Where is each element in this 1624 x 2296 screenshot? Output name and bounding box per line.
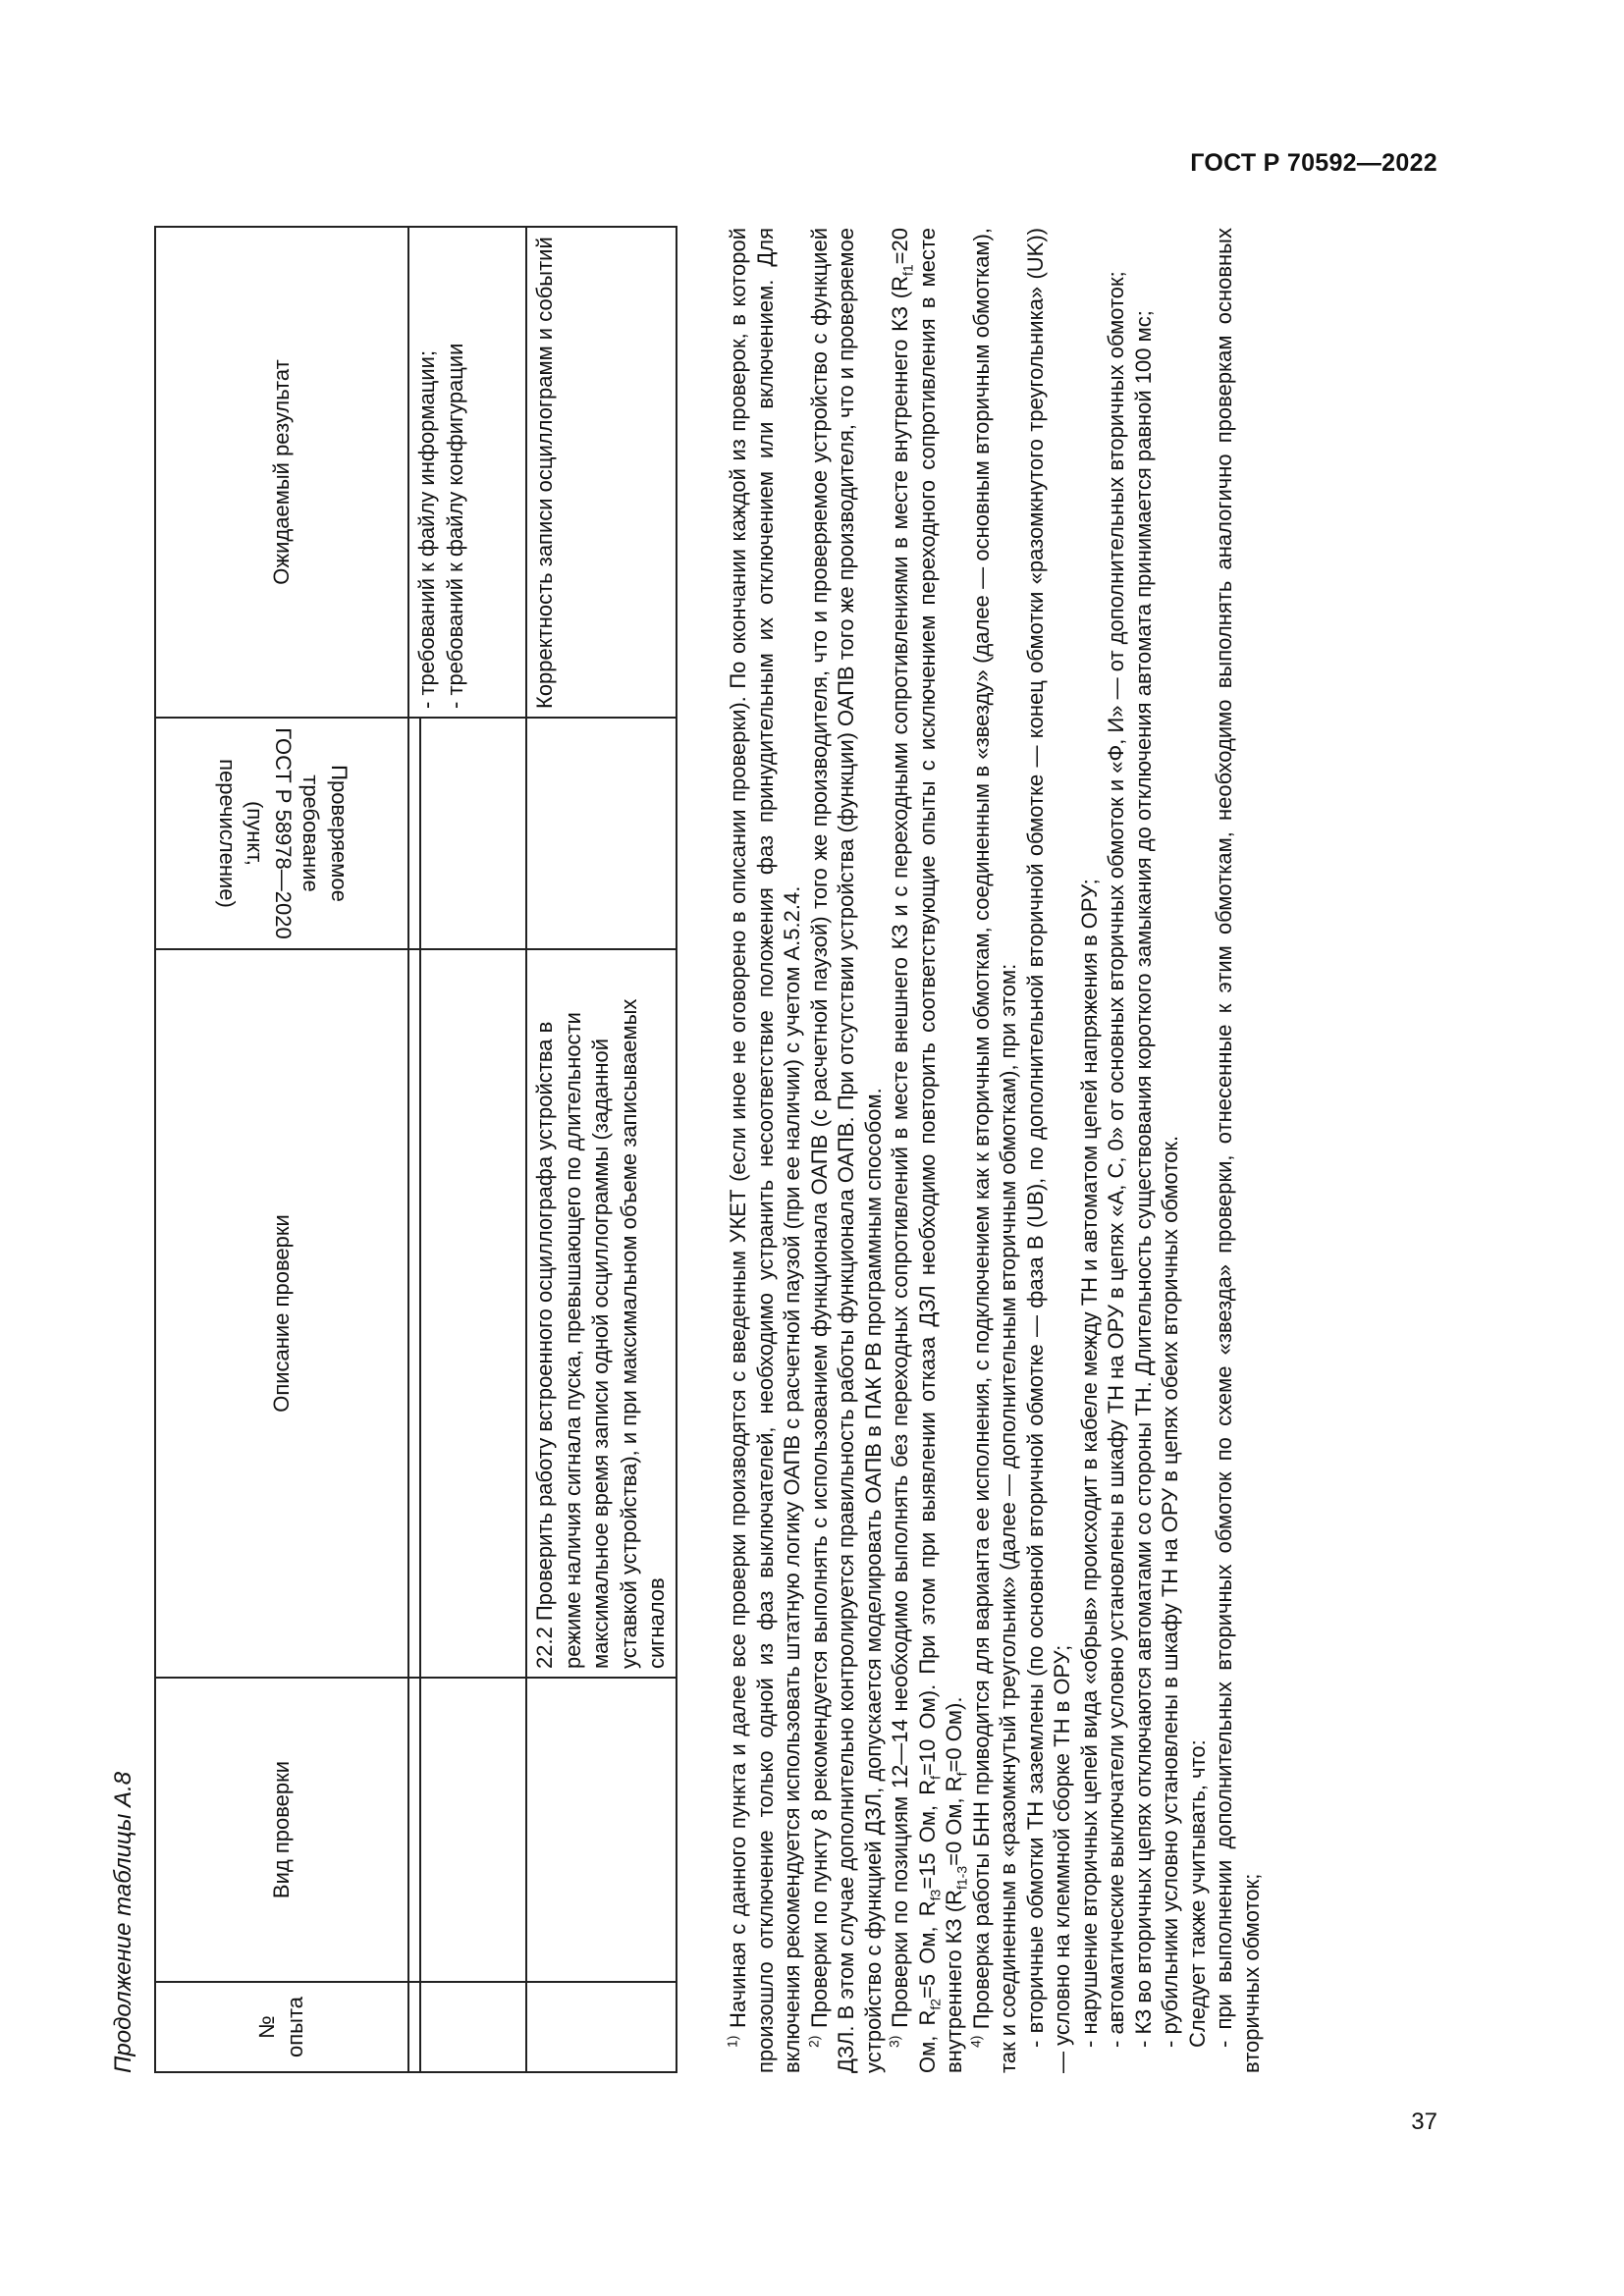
separator-bar (409, 719, 421, 948)
separator-bar (409, 1679, 421, 1981)
header-num: № опыта (155, 1982, 408, 2072)
footnote-2: $^{2)}$ Проверки по пункту 8 рекомендуется выполнять с использованием функционала ОАПВ (с расчетной паузой) того же производителя, что и проверяемое устройство с функцией ДЗЛ. В этом случае дополнительно контролируется правильность работы функционала ОАПВ. При отсутствии устройства (функции) ОАПВ того же производителя, что и проверяемое устройство с функцией ДЗЛ, допускается моделировать ОАПВ в ПАК РВ программным способом. (805, 228, 886, 2073)
test-table (154, 226, 677, 2073)
footnote-4: $^{4)}$ Проверка работы БНН приводится для варианта ее исполнения, с подключением как к вторичным обмоткам, соединенным в «звезду» (далее — основным вторичным обмоткам), так и соединенным в «разомкнутый треугольник» (далее — дополнительным вторичным обмоткам), при этом: (967, 228, 1020, 2073)
footnote-3: $^{3)}$ Проверки по позициям 12—14 необходимо выполнять без переходных сопротивлений в месте внешнего КЗ и с переходными сопротивлениями в месте внутреннего КЗ ($R_{f1}=20$ Ом, $R_{f2}=5$ Ом, $R_{f3}=15$ Ом, $R_f=10$ Ом). При этом при выявлении отказа ДЗЛ необходимо повторить соответствующие опыты с исключением переходного сопротивления в месте внутреннего КЗ ($R_{f1-3}=0$ Ом, $R_f=0$ Ом). (886, 228, 970, 2073)
footnote-4-bullet-5: - рубильники условно установлены в шкафу ТН на ОРУ в цепях обеих вторичных обмоток. (1158, 1135, 1182, 2048)
table-header-row (155, 227, 408, 2072)
footnote-4-bullet-1: - вторичные обмотки ТН заземлены (по основной вторичной обмотке — фаза В (UB), по дополнительной вторичной обмотке — конец обмотки «разомкнутого треугольника» (UK)) — условно на клеммной сборке ТН в ОРУ; (1022, 228, 1074, 2073)
header-requirement (155, 718, 408, 949)
table-row-22-2 (526, 227, 677, 2072)
header-type: Вид проверки (155, 1678, 408, 1982)
header-description: Описание проверки (155, 949, 408, 1678)
table-row-continuation (408, 227, 526, 2072)
separator-bar (409, 950, 421, 1677)
footnotes (725, 228, 1265, 2073)
rotated-landscape-page (110, 228, 1416, 2073)
header-expected: Ожидаемый результат (155, 227, 408, 718)
footnote-4-also: Следует также учитывать, что: (1184, 1739, 1210, 2048)
table-caption: Продолжение таблицы А.8 (110, 1771, 136, 2073)
page-number: 37 (1411, 2109, 1437, 2135)
cell-description: 22.2 Проверить работу встроенного осциллографа устройства в режиме наличия сигнала пуска, превышающего по длительности максимальное время записи одной осциллограммы (заданной уставкой устройства), и при максимальном объеме записываемых сигналов (526, 949, 677, 1678)
footnote-1: $^{1)}$ Начиная с данного пункта и далее все проверки производятся с введенным УКЕТ (если иное не оговорено в описании проверки). По окончании каждой из проверок, в которой произошло отключение только одной из фаз выключателей, необходимо устранить несоответствие положения фаз принудительным их отключением или включением. Для включения рекомендуется использовать штатную логику ОАПВ с расчетной паузой (при ее наличии) с учетом А.5.2.4. (724, 228, 804, 2073)
footnote-4-bullet-2: - нарушение вторичных цепей вида «обрыв» происходит в кабеле между ТН и автоматом цепей напряжения в ОРУ; (1076, 879, 1102, 2048)
footnote-4-bullet-3: - автоматические выключатели условно установлены в шкафу ТН на ОРУ в цепях «А, С, 0» от основных вторичных обмоток и «Ф, И» — от дополнительных вторичных обмоток; (1104, 271, 1128, 2048)
cell-expected: Корректность записи осциллограмм и событий (526, 227, 677, 718)
document-code: ГОСТ Р 70592—2022 (1190, 149, 1437, 177)
cell-expected-continuation: - требований к файлу информации; - требований к файлу конфигурации (408, 227, 526, 718)
footnote-4-bullet-6: - при выполнении дополнительных вторичных обмоток по схеме «звезда» проверки, отнесенные к этим обмоткам, необходимо выполнять аналогично проверкам основных вторичных обмоток; (1212, 228, 1264, 2073)
footnote-4-bullet-4: - КЗ во вторичных цепях отключаются автоматами со стороны ТН. Длительность существования короткого замыкания до отключения автомата принимается равной 100 мс; (1130, 310, 1156, 2048)
separator-bar (409, 1983, 421, 2071)
flipped-requirement-header: Проверяемое требование ГОСТ Р 58978—2020 (пункт, перечисление) (214, 727, 352, 939)
